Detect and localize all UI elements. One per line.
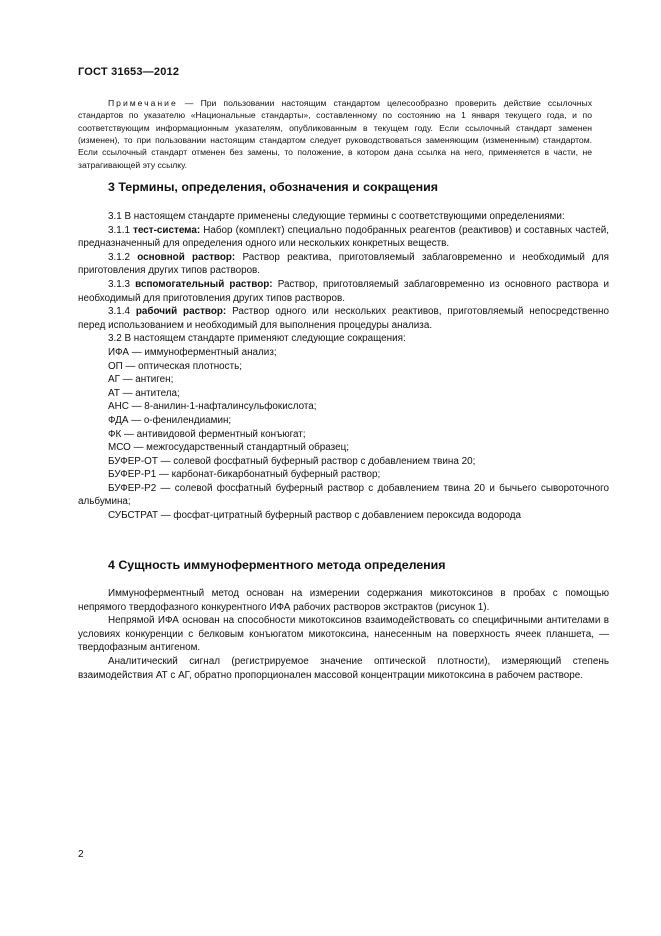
paragraph-3-2: 3.2 В настоящем стандарте применяют следующие сокращения: — [108, 333, 406, 345]
term-name: вспомогательный раствор: — [135, 278, 273, 290]
abbreviation-item: ФК — антивидовой ферментный конъюгат; — [108, 428, 306, 440]
term-name: рабочий раствор: — [135, 306, 227, 318]
note-label: Примечание — [108, 98, 178, 108]
term-3-1-4: 3.1.4 рабочий раствор: Раствор одного или нескольких реактивов, приготовляемый непосредственно перед использованием и необходимый для выполнения процедуры анализа. — [78, 306, 609, 331]
abbreviation-item: ФДА — о-фенилендиамин; — [108, 414, 232, 426]
term-3-1-3: 3.1.3 вспомогательный раствор: Раствор, приготовляемый заблаговременно из основного раствора и необходимый для приготовления других типов растворов. — [78, 278, 609, 304]
term-name: тест-система: — [133, 224, 201, 236]
term-name: основной раствор: — [137, 251, 236, 263]
abbreviation-item: БУФЕР-ОТ — солевой фосфатный буферный раствор с добавлением твина 20; — [108, 455, 476, 467]
abbreviation-item: МСО — межгосударственный стандартный образец; — [108, 442, 349, 454]
abbreviation-item: ОП — оптическая плотность; — [108, 360, 243, 372]
section-3-heading: 3 Термины, определения, обозначения и сокращения — [108, 180, 438, 194]
abbreviation-item: СУБСТРАТ — фосфат-цитратный буферный раствор с добавлением пероксида водорода — [108, 510, 521, 522]
abbreviation-item: ИФА — иммуноферментный анализ; — [108, 346, 277, 358]
paragraph-4-3: Аналитический сигнал (регистрируемое значение оптической плотности), измеряющий степень взаимодействия АТ с АГ, обратно пропорционален массовой концентрации микотоксина в рабочем растворе. — [78, 655, 609, 681]
term-3-1-2: 3.1.2 основной раствор: Раствор реактива, приготовляемый заблаговременно и необходимый для приготовления других типов растворов. — [78, 251, 609, 277]
section-4-body — [78, 587, 609, 682]
abbreviation-item: БУФЕР-Р1 — карбонат-бикарбонатный буферный раствор; — [108, 469, 381, 481]
document-header: ГОСТ 31653—2012 — [78, 66, 180, 78]
abbreviation-item: АГ — антиген; — [108, 374, 174, 386]
reference-note — [78, 97, 592, 171]
paragraph-4-2: Непрямой ИФА основан на способности микотоксинов взаимодействовать со специфичными антителами в условиях конкуренции с белковым конъюгатом микотоксина, нанесенным на поверхность ячеек планшета, — твердофазным антигеном. — [78, 615, 609, 654]
paragraph-4-1: Иммуноферментный метод основан на измерении содержания микотоксинов в пробах с помощью непрямого твердофазного конкурентного ИФА рабочих растворов экстрактов (рисунок 1). — [78, 588, 609, 613]
section-3-body — [78, 210, 609, 523]
abbreviation-item: БУФЕР-Р2 — солевой фосфатный буферный раствор с добавлением твина 20 и бычьего сывороточного альбумина; — [78, 482, 609, 508]
paragraph-3-1: 3.1 В настоящем стандарте применены следующие термины с соответствующими определениями: — [108, 211, 565, 222]
page-number: 2 — [78, 849, 84, 860]
term-3-1-1: 3.1.1 тест-система: Набор (комплект) специально подобранных реагентов (реактивов) и составных частей, предназначенный для определения одного или нескольких конкретных веществ. — [78, 224, 609, 250]
note-text: — При пользовании настоящим стандартом целесообразно проверить действие ссылочных стандартов по указателю «Национальные стандарты», составленному по состоянию на 1 января текущего года, и по соответствующим информационным указателям, опубликованным в текущем году. Если ссылочный стандарт заменен (изменен), то при пользовании настоящим стандартом следует руководствоваться заменяющим (измененным) стандартом. Если ссылочный стандарт отменен без замены, то положение, в котором дана ссылка на него, применяется в части, не затрагивающей эту ссылку. — [78, 98, 592, 170]
abbreviation-item: АТ — антитела; — [108, 387, 180, 399]
section-4-heading: 4 Сущность иммуноферментного метода определения — [108, 558, 446, 572]
abbreviation-item: АНС — 8-анилин-1-нафталинсульфокислота; — [108, 401, 317, 413]
